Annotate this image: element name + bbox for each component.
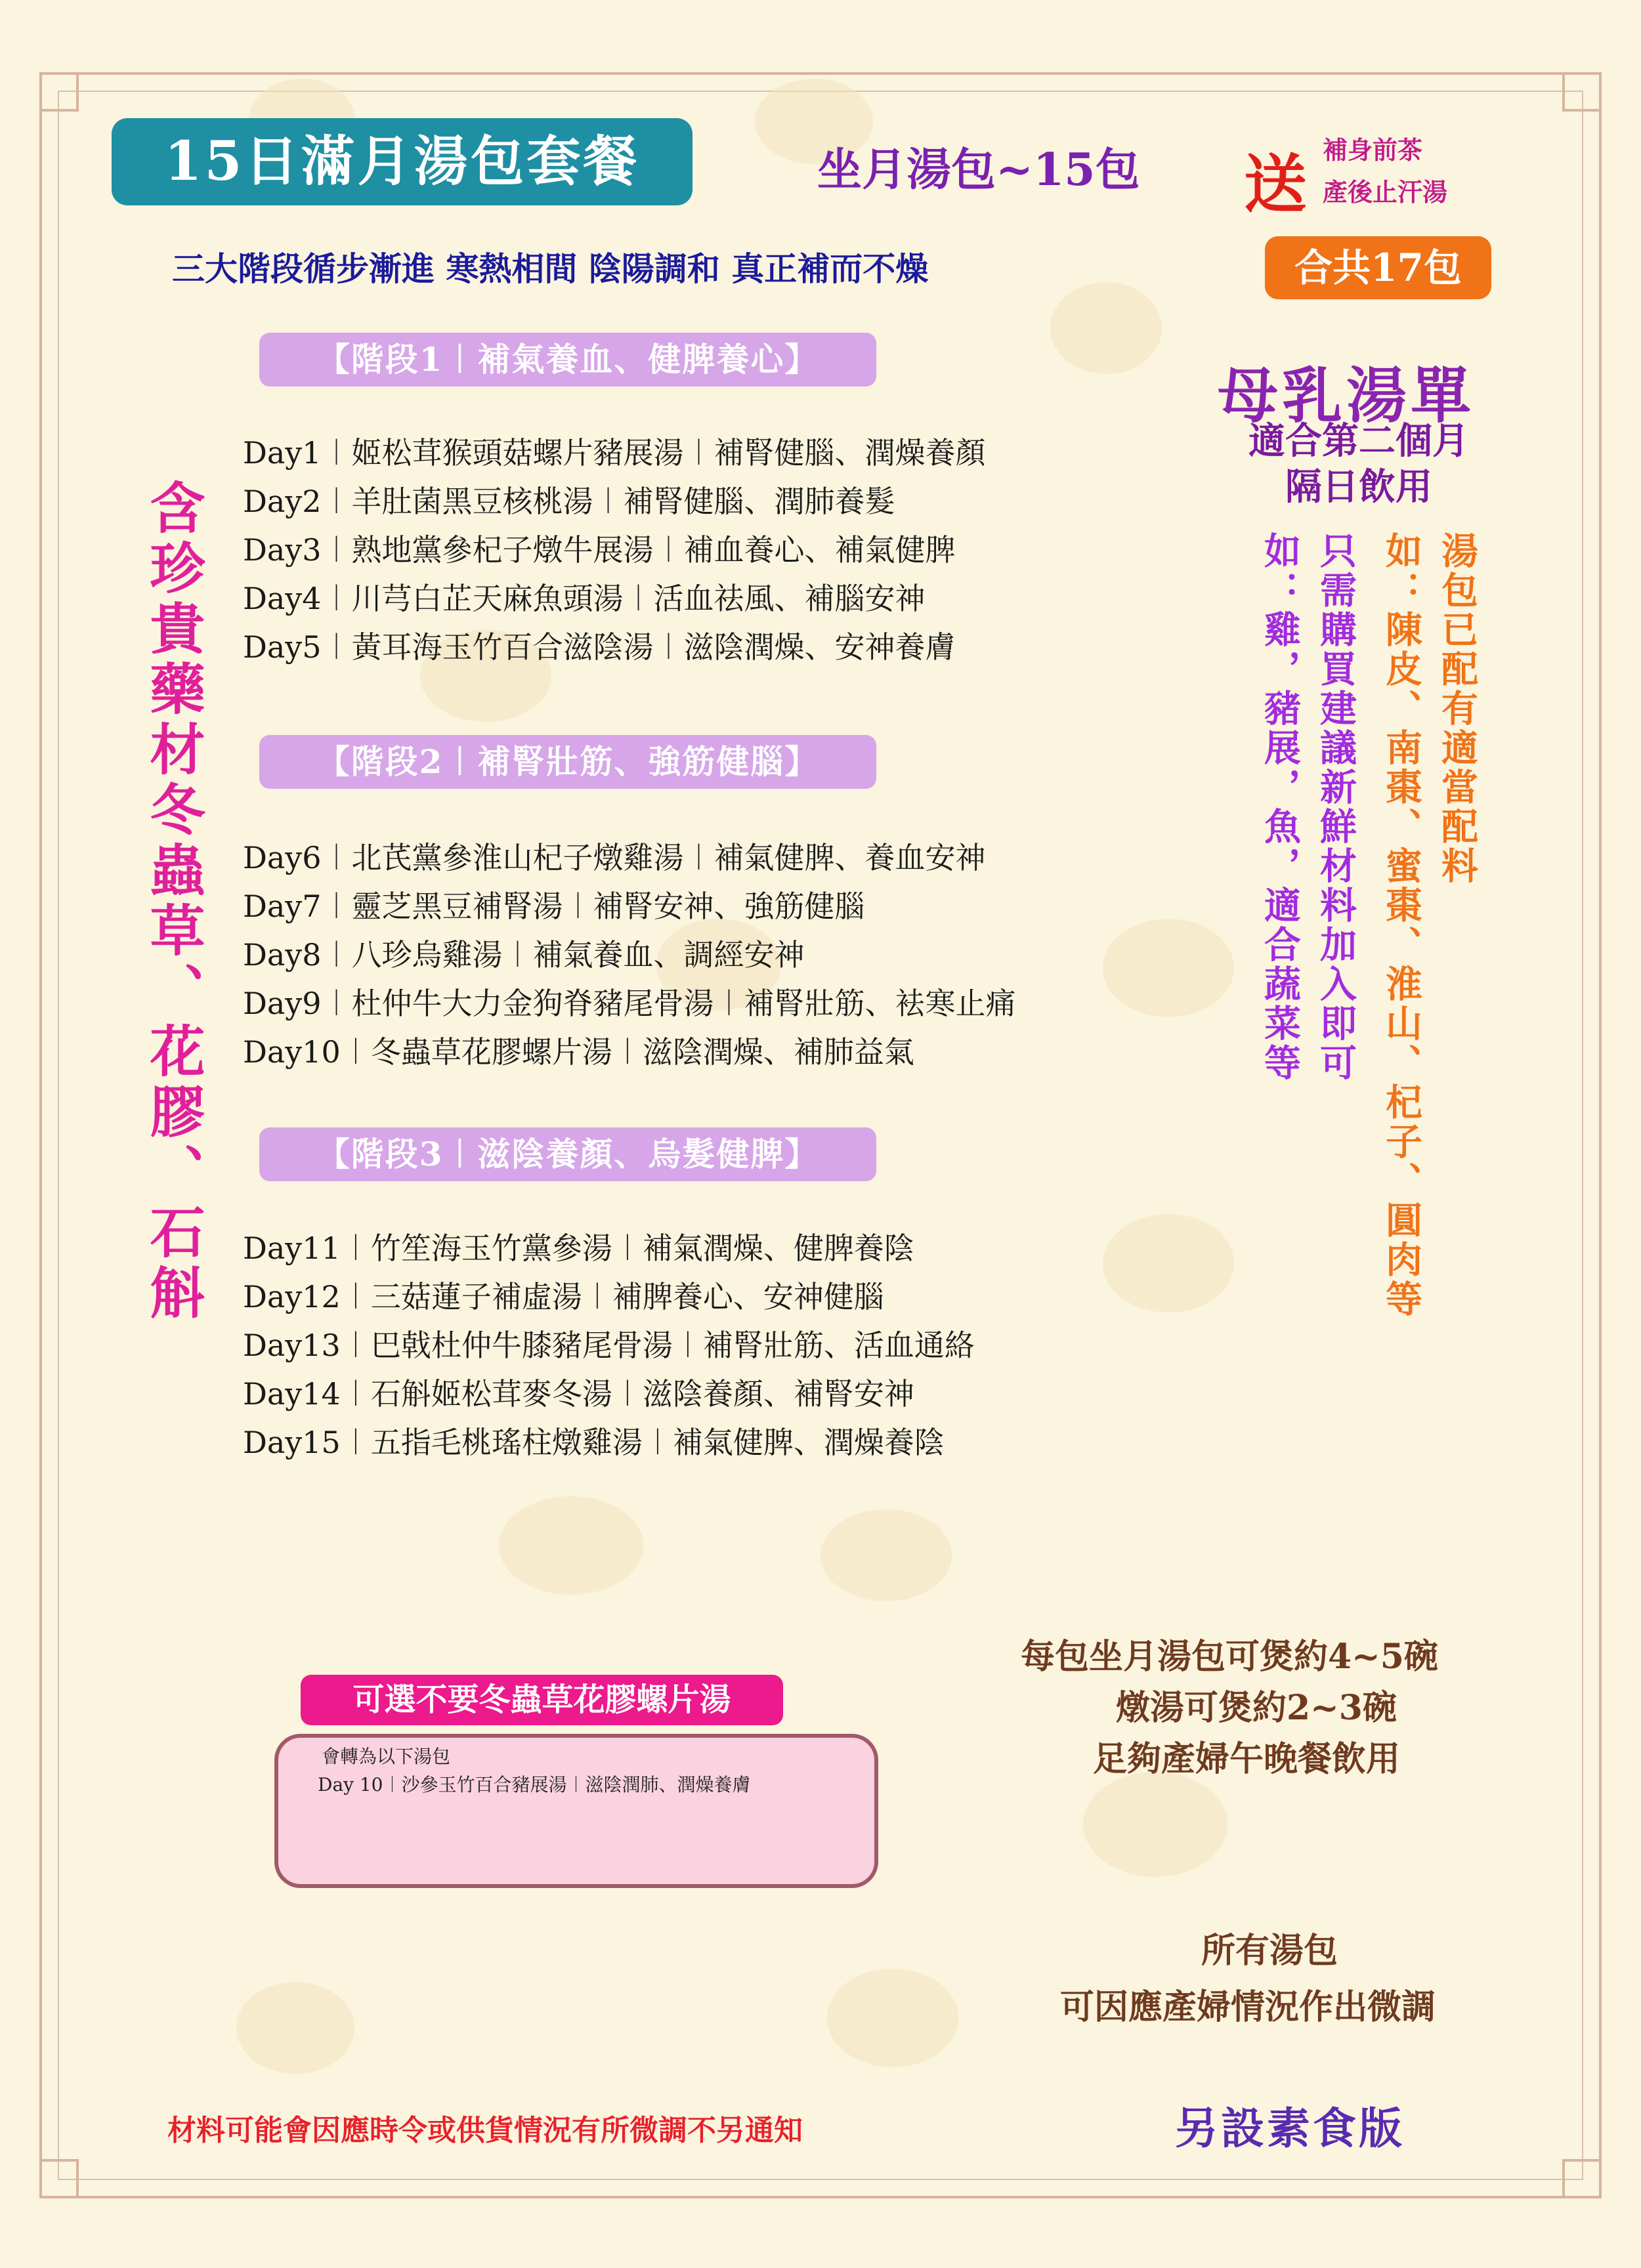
background-decoration — [827, 1969, 958, 2067]
tagline: 三大階段循步漸進 寒熱相間 陰陽調和 真正補而不燥 — [172, 249, 929, 288]
footer-notice: 材料可能會因應時令或供貨情況有所微調不另通知 — [167, 2114, 803, 2147]
adjust-note: 所有湯包 — [1201, 1931, 1338, 1971]
corner-ornament — [1562, 2159, 1602, 2198]
background-decoration — [820, 1509, 952, 1601]
background-decoration — [499, 1496, 643, 1595]
background-decoration — [1103, 1214, 1234, 1312]
list-item: Day4︱川芎白芷天麻魚頭湯︱活血祛風、補腦安神 — [243, 581, 926, 616]
vegetarian-note: 另設素食版 — [1175, 2103, 1405, 2154]
gift-item: 補身前茶 — [1323, 135, 1423, 165]
list-item: Day8︱八珍烏雞湯︱補氣養血、調經安神 — [243, 937, 805, 973]
option-note: 會轉為以下湯包 — [322, 1746, 451, 1767]
corner-ornament — [39, 72, 79, 112]
milk-soup-frequency: 隔日飲用 — [1285, 465, 1432, 509]
background-decoration — [1083, 1772, 1227, 1877]
gift-item: 產後止汗湯 — [1323, 177, 1448, 207]
portion-note: 燉湯可煲約2~3碗 — [1116, 1688, 1397, 1728]
list-item: Day3︱熟地黨參杞子燉牛展湯︱補血養心、補氣健脾 — [243, 532, 956, 568]
list-item: Day9︱杜仲牛大力金狗脊豬尾骨湯︱補腎壯筋、袪寒止痛 — [243, 986, 1016, 1021]
phase-label: 【階段2︱補腎壯筋、強筋健腦】 — [316, 742, 819, 781]
background-decoration — [1050, 282, 1162, 374]
background-decoration — [1103, 919, 1234, 1017]
list-item: Day15︱五指毛桃瑤柱燉雞湯︱補氣健脾、潤燥養陰 — [243, 1425, 945, 1460]
list-item: Day11︱竹笙海玉竹黨參湯︱補氣潤燥、健脾養陰 — [243, 1230, 914, 1266]
option-note: Day 10︱沙參玉竹百合豬展湯︱滋陰潤肺、潤燥養膚 — [318, 1774, 751, 1796]
background-decoration — [236, 1982, 354, 2074]
phase-label: 【階段3︱滋陰養顏、烏髮健脾】 — [316, 1135, 819, 1173]
list-item: Day5︱黃耳海玉竹百合滋陰湯︱滋陰潤燥、安神養膚 — [243, 629, 956, 665]
page-title: 15日滿月湯包套餐 — [164, 130, 640, 193]
package-count: 坐月湯包~15包 — [817, 144, 1140, 196]
milk-note-column: 如：雞，豬展，魚，適合蔬菜等 — [1258, 532, 1302, 1083]
corner-ornament — [1562, 72, 1602, 112]
list-item: Day6︱北芪黨參淮山杞子燉雞湯︱補氣健脾、養血安神 — [243, 840, 986, 875]
list-item: Day1︱姬松茸猴頭菇螺片豬展湯︱補腎健腦、潤燥養顏 — [243, 435, 986, 471]
milk-note-column: 如：陳皮、南棗、蜜棗、淮山、杞子、圓肉等 — [1380, 532, 1423, 1319]
milk-note-column: 只需購買建議新鮮材料加入即可 — [1314, 532, 1357, 1083]
milk-soup-subtitle: 適合第二個月 — [1248, 419, 1469, 463]
list-item: Day12︱三菇蓮子補虛湯︱補脾養心、安神健腦 — [243, 1279, 884, 1314]
portion-note: 足夠產婦午晚餐飲用 — [1093, 1739, 1401, 1779]
premium-ingredients-note: 含珍貴藥材冬蟲草、花膠、石斛 — [141, 479, 206, 1324]
milk-note-column: 湯包已配有適當配料 — [1436, 532, 1479, 886]
list-item: Day2︱羊肚菌黑豆核桃湯︱補腎健腦、潤肺養髮 — [243, 484, 895, 519]
adjust-note: 可因應產婦情況作出微調 — [1060, 1987, 1436, 2027]
corner-ornament — [39, 2159, 79, 2198]
gift-label: 送 — [1244, 147, 1307, 221]
list-item: Day13︱巴戟杜仲牛膝豬尾骨湯︱補腎壯筋、活血通絡 — [243, 1328, 975, 1363]
total-count: 合共17包 — [1294, 245, 1462, 290]
portion-note: 每包坐月湯包可煲約4~5碗 — [1021, 1637, 1438, 1677]
list-item: Day10︱冬蟲草花膠螺片湯︱滋陰潤燥、補肺益氣 — [243, 1034, 914, 1070]
milk-soup-title: 母乳湯單 — [1218, 360, 1476, 431]
option-label: 可選不要冬蟲草花膠螺片湯 — [352, 1681, 731, 1718]
list-item: Day7︱靈芝黑豆補腎湯︱補腎安神、強筋健腦 — [243, 889, 865, 924]
phase-label: 【階段1︱補氣養血、健脾養心】 — [316, 340, 819, 379]
list-item: Day14︱石斛姬松茸麥冬湯︱滋陰養顏、補腎安神 — [243, 1376, 914, 1412]
